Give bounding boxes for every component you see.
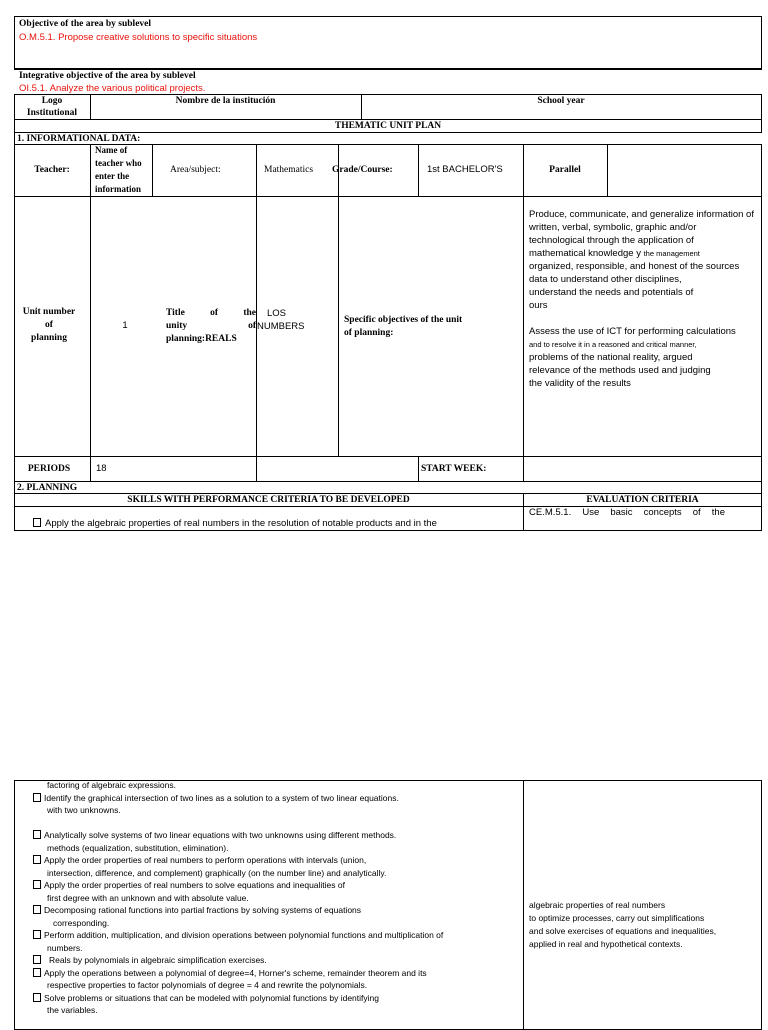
bullet-box-icon: [33, 905, 41, 914]
divider: [14, 196, 762, 197]
bullet-box-icon: [33, 880, 41, 889]
grade-course-value: 1st BACHELOR'S: [427, 164, 503, 175]
specific-objectives-text: Produce, communicate, and generalize information of written, verbal, symbolic, graphic and/or technological through the application of mathematical knowledge y the management organized, responsible, and honest of the sources data to understand other disciplines, understand the needs and potentials of ours Assess the use of ICT for performing calculations and to resolve it in a reasoned and critical manner, problems of the national reality, argued relevance of the methods used and judging the validity of the results: [529, 209, 754, 389]
skill-line: Apply the operations between a polynomial of degree=4, Horner's scheme, remainder theorem and its: [33, 967, 523, 980]
section-informational-data: 1. INFORMATIONAL DATA:: [17, 134, 141, 144]
divider: [761, 119, 762, 133]
plan-title: THEMATIC UNIT PLAN: [334, 121, 442, 131]
skill-line: corresponding.: [53, 917, 110, 928]
skill-line: the variables.: [47, 1005, 98, 1015]
start-week-label: START WEEK:: [421, 463, 487, 474]
skill-line: [33, 817, 523, 830]
periods-label: PERIODS: [27, 463, 71, 474]
divider: [90, 144, 91, 481]
skill-line: Apply the order properties of real numbers to solve equations and inequalities of: [33, 879, 523, 892]
school-year-label: School year: [537, 96, 585, 106]
skill-line: methods (equalization, substitution, elimination).: [47, 842, 229, 853]
institution-name-label: Nombre de la institución: [175, 96, 276, 106]
skills-list: [33, 779, 523, 1017]
divider: [152, 144, 153, 196]
bullet-box-icon: [33, 518, 41, 527]
unit-number-value: 1: [122, 320, 128, 331]
skill-line: Solve problems or situations that can be modeled with polynomial functions by identifying: [33, 992, 523, 1005]
skill-first-line: Apply the algebraic properties of real numbers in the resolution of notable products and in the: [33, 518, 437, 530]
teacher-label: Teacher:: [34, 165, 70, 175]
divider: [607, 144, 608, 196]
objective-title: Objective of the area by sublevel: [19, 19, 152, 29]
logo-label: Logo Institutional: [26, 96, 78, 118]
unit-title-value: LOS NUMBERS: [257, 308, 305, 332]
divider: [14, 119, 15, 133]
bullet-box-icon: [33, 993, 41, 1002]
skill-line: Decomposing rational functions into partial fractions by solving systems of equations: [33, 904, 523, 917]
unit-title-label: Title of the unity of planning:REALS: [166, 308, 256, 344]
bullet-box-icon: [33, 855, 41, 864]
divider: [523, 780, 524, 1030]
skill-line: Reals by polynomials in algebraic simplification exercises.: [33, 954, 523, 967]
bullet-box-icon: [33, 793, 41, 802]
skill-line: Identify the graphical intersection of two lines as a solution to a system of two linear equations.: [33, 792, 523, 805]
periods-value: 18: [96, 462, 107, 474]
evaluation-header: EVALUATION CRITERIA: [586, 495, 699, 505]
bullet-box-icon: [33, 968, 41, 977]
bullet-box-icon: [33, 830, 41, 839]
skill-line: with two unknowns.: [47, 805, 121, 815]
area-subject-value: Mathematics: [264, 165, 314, 175]
skill-line: first degree with an unknown and with absolute value.: [47, 892, 249, 903]
area-subject-label: Area/subject:: [170, 165, 221, 175]
divider: [14, 132, 15, 144]
skill-line: respective properties to factor polynomials of degree = 4 and rewrite the polynomials.: [47, 980, 368, 990]
skills-header: SKILLS WITH PERFORMANCE CRITERIA TO BE DEVELOPED: [127, 495, 410, 505]
evaluation-criteria-text: algebraic properties of real numbers to optimize processes, carry out simplifications and solve exercises of equations and inequalities, applied in real and hypothetical contexts.: [529, 900, 717, 949]
grade-course-label: Grade/Course:: [332, 165, 393, 175]
integrative-title: Integrative objective of the area by sublevel: [19, 71, 196, 81]
skill-line: Apply the order properties of real numbers to perform operations with intervals (union,: [33, 854, 523, 867]
divider: [14, 456, 762, 457]
unit-number-label: Unit number of planning: [22, 307, 76, 343]
skill-line: numbers.: [47, 942, 83, 953]
specific-objectives-label: Specific objectives of the unit of planning:: [344, 315, 463, 338]
skill-line: Analytically solve systems of two linear equations with two unknowns using different methods.: [33, 829, 523, 842]
skill-line: intersection, difference, and complement) graphically (on the number line) and analytically.: [47, 867, 387, 878]
integrative-text: OI.5.1. Analyze the various political projects.: [19, 83, 206, 94]
evaluation-first-line: CE.M.5.1. Use basic concepts of the: [529, 507, 725, 518]
parallel-label: Parallel: [549, 165, 581, 175]
objective-text: O.M.5.1. Propose creative solutions to specific situations: [19, 32, 258, 43]
bullet-box-icon: [33, 930, 41, 939]
divider: [761, 94, 762, 119]
skill-line: factoring of algebraic expressions.: [47, 780, 176, 790]
divider: [418, 456, 419, 481]
bullet-box-icon: [33, 955, 41, 964]
section-planning: 2. PLANNING: [17, 483, 78, 493]
skill-line: Perform addition, multiplication, and division operations between polynomial functions and multiplication of: [33, 929, 523, 942]
divider: [14, 481, 762, 482]
teacher-name-label: Name of teacher who enter the information: [95, 145, 142, 194]
divider: [418, 144, 419, 196]
